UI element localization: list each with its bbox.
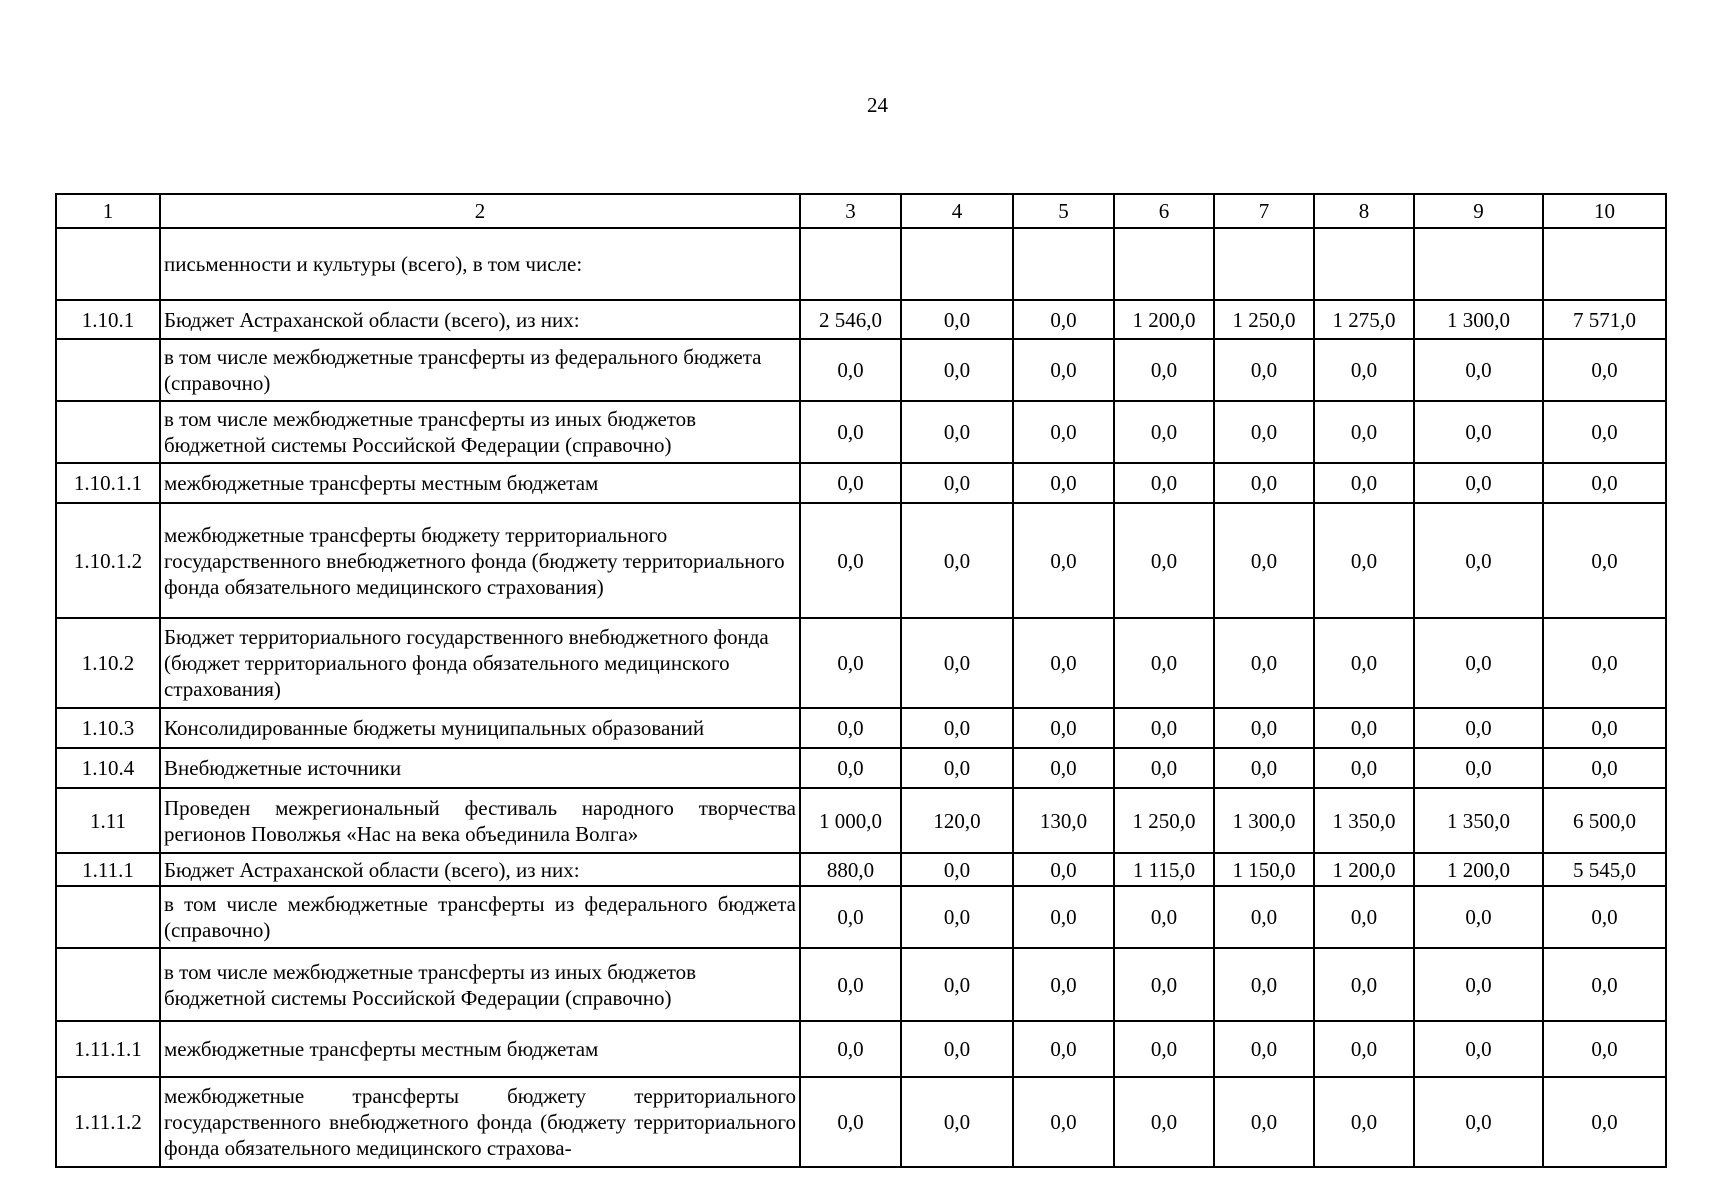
row-description-cell: Бюджет Астраханской области (всего), из них: [160,853,800,886]
row-description-cell: Бюджет Астраханской области (всего), из них: [160,300,800,339]
value-cell-col-7: 1 300,0 [1214,788,1314,853]
value-cell-col-4: 0,0 [901,1021,1013,1077]
row-code-cell [56,401,160,463]
header-cell: 3 [800,194,901,228]
value-cell-col-10: 0,0 [1543,401,1666,463]
value-cell-col-7: 1 150,0 [1214,853,1314,886]
value-cell-col-8: 0,0 [1314,339,1414,401]
value-cell-col-5: 0,0 [1013,463,1114,503]
value-cell-col-3: 1 000,0 [800,788,901,853]
value-cell-col-7: 0,0 [1214,748,1314,788]
value-cell-col-3: 0,0 [800,401,901,463]
row-description-cell: в том числе межбюджетные трансферты из иных бюджетов бюджетной системы Российской Федерации (справочно) [160,401,800,463]
table-row [56,503,1666,618]
value-cell-col-10: 0,0 [1543,708,1666,748]
value-cell-col-4: 0,0 [901,853,1013,886]
value-cell-col-8: 0,0 [1314,748,1414,788]
value-cell-col-5: 0,0 [1013,300,1114,339]
value-cell-col-6: 0,0 [1114,339,1214,401]
value-cell-col-6: 0,0 [1114,463,1214,503]
value-cell-col-5: 0,0 [1013,748,1114,788]
header-cell: 9 [1414,194,1543,228]
value-cell-col-4: 0,0 [901,708,1013,748]
table-row [56,401,1666,463]
value-cell-col-10: 0,0 [1543,503,1666,618]
value-cell-col-6: 0,0 [1114,708,1214,748]
value-cell-col-6: 0,0 [1114,1077,1214,1167]
value-cell-col-6: 0,0 [1114,503,1214,618]
row-code-cell: 1.10.3 [56,708,160,748]
value-cell-col-7: 0,0 [1214,708,1314,748]
value-cell-col-3: 0,0 [800,1021,901,1077]
value-cell-col-7: 0,0 [1214,463,1314,503]
row-code-cell: 1.11 [56,788,160,853]
value-cell-col-7: 0,0 [1214,1021,1314,1077]
value-cell-col-10: 0,0 [1543,618,1666,708]
table-row [56,948,1666,1021]
row-code-cell [56,228,160,300]
row-description-cell: в том числе межбюджетные трансферты из федерального бюджета (справочно) [160,886,800,948]
row-description-cell: межбюджетные трансферты местным бюджетам [160,1021,800,1077]
value-cell-col-9: 0,0 [1414,463,1543,503]
value-cell-col-9 [1414,228,1543,300]
value-cell-col-7: 0,0 [1214,886,1314,948]
row-code-cell: 1.10.1.2 [56,503,160,618]
value-cell-col-8 [1314,228,1414,300]
budget-table [55,193,1667,1168]
row-code-cell: 1.11.1.2 [56,1077,160,1167]
row-code-cell [56,948,160,1021]
value-cell-col-7: 0,0 [1214,1077,1314,1167]
value-cell-col-9: 1 300,0 [1414,300,1543,339]
value-cell-col-10 [1543,228,1666,300]
value-cell-col-5: 0,0 [1013,339,1114,401]
value-cell-col-4: 120,0 [901,788,1013,853]
value-cell-col-10: 0,0 [1543,886,1666,948]
value-cell-col-6: 0,0 [1114,1021,1214,1077]
value-cell-col-3: 0,0 [800,339,901,401]
table-row [56,788,1666,853]
value-cell-col-3: 0,0 [800,748,901,788]
value-cell-col-8: 0,0 [1314,1021,1414,1077]
value-cell-col-3: 0,0 [800,886,901,948]
header-cell: 1 [56,194,160,228]
value-cell-col-9: 0,0 [1414,503,1543,618]
value-cell-col-10: 0,0 [1543,1021,1666,1077]
value-cell-col-5: 0,0 [1013,886,1114,948]
value-cell-col-6: 0,0 [1114,948,1214,1021]
value-cell-col-3 [800,228,901,300]
value-cell-col-3: 0,0 [800,618,901,708]
value-cell-col-10: 7 571,0 [1543,300,1666,339]
value-cell-col-9: 0,0 [1414,1021,1543,1077]
value-cell-col-5: 0,0 [1013,401,1114,463]
value-cell-col-8: 0,0 [1314,463,1414,503]
value-cell-col-8: 1 200,0 [1314,853,1414,886]
value-cell-col-4: 0,0 [901,618,1013,708]
table-row [56,463,1666,503]
value-cell-col-6: 1 200,0 [1114,300,1214,339]
table-row [56,618,1666,708]
value-cell-col-6: 0,0 [1114,748,1214,788]
row-code-cell: 1.10.4 [56,748,160,788]
value-cell-col-3: 0,0 [800,503,901,618]
value-cell-col-4: 0,0 [901,1077,1013,1167]
value-cell-col-6: 0,0 [1114,886,1214,948]
value-cell-col-10: 6 500,0 [1543,788,1666,853]
value-cell-col-10: 0,0 [1543,1077,1666,1167]
value-cell-col-9: 0,0 [1414,401,1543,463]
value-cell-col-9: 1 350,0 [1414,788,1543,853]
row-code-cell: 1.11.1 [56,853,160,886]
table-row [56,748,1666,788]
value-cell-col-8: 0,0 [1314,1077,1414,1167]
table-header-row [56,194,1666,228]
table-row [56,853,1666,886]
value-cell-col-9: 0,0 [1414,1077,1543,1167]
value-cell-col-4: 0,0 [901,463,1013,503]
value-cell-col-8: 0,0 [1314,708,1414,748]
table-row [56,1021,1666,1077]
value-cell-col-4: 0,0 [901,748,1013,788]
value-cell-col-3: 880,0 [800,853,901,886]
row-description-cell: межбюджетные трансферты бюджету территориального государственного внебюджетного фонда (бюджету территориального фонда обязательного медицинского страхования) [160,503,800,618]
value-cell-col-5: 130,0 [1013,788,1114,853]
value-cell-col-7: 0,0 [1214,339,1314,401]
value-cell-col-3: 2 546,0 [800,300,901,339]
value-cell-col-5: 0,0 [1013,1021,1114,1077]
value-cell-col-4: 0,0 [901,886,1013,948]
row-code-cell: 1.10.2 [56,618,160,708]
row-code-cell: 1.10.1.1 [56,463,160,503]
value-cell-col-4 [901,228,1013,300]
value-cell-col-3: 0,0 [800,1077,901,1167]
value-cell-col-9: 0,0 [1414,708,1543,748]
value-cell-col-7 [1214,228,1314,300]
row-code-cell [56,339,160,401]
value-cell-col-4: 0,0 [901,401,1013,463]
value-cell-col-5: 0,0 [1013,1077,1114,1167]
table-row [56,339,1666,401]
value-cell-col-7: 0,0 [1214,401,1314,463]
value-cell-col-5: 0,0 [1013,618,1114,708]
value-cell-col-5: 0,0 [1013,853,1114,886]
row-description-cell: письменности и культуры (всего), в том числе: [160,228,800,300]
value-cell-col-3: 0,0 [800,463,901,503]
value-cell-col-8: 1 350,0 [1314,788,1414,853]
table-row [56,228,1666,300]
value-cell-col-9: 0,0 [1414,339,1543,401]
value-cell-col-8: 0,0 [1314,503,1414,618]
value-cell-col-3: 0,0 [800,708,901,748]
value-cell-col-10: 5 545,0 [1543,853,1666,886]
value-cell-col-6 [1114,228,1214,300]
row-description-cell: межбюджетные трансферты местным бюджетам [160,463,800,503]
value-cell-col-10: 0,0 [1543,948,1666,1021]
value-cell-col-4: 0,0 [901,948,1013,1021]
value-cell-col-8: 0,0 [1314,618,1414,708]
header-cell: 2 [160,194,800,228]
header-cell: 5 [1013,194,1114,228]
table-row [56,708,1666,748]
value-cell-col-8: 0,0 [1314,886,1414,948]
row-description-cell: Бюджет территориального государственного внебюджетного фонда (бюджет территориального фонда обязательного медицинского страхования) [160,618,800,708]
value-cell-col-5: 0,0 [1013,948,1114,1021]
value-cell-col-7: 0,0 [1214,618,1314,708]
table-row [56,886,1666,948]
value-cell-col-8: 0,0 [1314,948,1414,1021]
table-row [56,1077,1666,1167]
header-cell: 8 [1314,194,1414,228]
value-cell-col-9: 0,0 [1414,748,1543,788]
row-code-cell: 1.11.1.1 [56,1021,160,1077]
header-cell: 7 [1214,194,1314,228]
row-description-cell: в том числе межбюджетные трансферты из федерального бюджета (справочно) [160,339,800,401]
value-cell-col-10: 0,0 [1543,748,1666,788]
row-code-cell [56,886,160,948]
row-description-cell: Проведен межрегиональный фестиваль народного творчества регионов Поволжья «Нас на века объединила Волга» [160,788,800,853]
value-cell-col-6: 1 115,0 [1114,853,1214,886]
row-description-cell: Внебюджетные источники [160,748,800,788]
value-cell-col-7: 0,0 [1214,948,1314,1021]
value-cell-col-9: 0,0 [1414,886,1543,948]
header-cell: 10 [1543,194,1666,228]
value-cell-col-10: 0,0 [1543,463,1666,503]
row-code-cell: 1.10.1 [56,300,160,339]
header-cell: 6 [1114,194,1214,228]
value-cell-col-6: 0,0 [1114,618,1214,708]
value-cell-col-5 [1013,228,1114,300]
table-row [56,300,1666,339]
value-cell-col-5: 0,0 [1013,503,1114,618]
value-cell-col-9: 1 200,0 [1414,853,1543,886]
value-cell-col-4: 0,0 [901,339,1013,401]
row-description-cell: в том числе межбюджетные трансферты из иных бюджетов бюджетной системы Российской Федерации (справочно) [160,948,800,1021]
header-cell: 4 [901,194,1013,228]
page-number: 24 [867,93,888,117]
row-description-cell: межбюджетные трансферты бюджету территориального государственного внебюджетного фонда (бюджету территориального фонда обязательного медицинского страхова- [160,1077,800,1167]
value-cell-col-8: 1 275,0 [1314,300,1414,339]
value-cell-col-6: 1 250,0 [1114,788,1214,853]
value-cell-col-3: 0,0 [800,948,901,1021]
value-cell-col-4: 0,0 [901,300,1013,339]
value-cell-col-4: 0,0 [901,503,1013,618]
value-cell-col-6: 0,0 [1114,401,1214,463]
value-cell-col-10: 0,0 [1543,339,1666,401]
value-cell-col-8: 0,0 [1314,401,1414,463]
value-cell-col-9: 0,0 [1414,948,1543,1021]
value-cell-col-7: 1 250,0 [1214,300,1314,339]
value-cell-col-9: 0,0 [1414,618,1543,708]
value-cell-col-7: 0,0 [1214,503,1314,618]
row-description-cell: Консолидированные бюджеты муниципальных образований [160,708,800,748]
value-cell-col-5: 0,0 [1013,708,1114,748]
